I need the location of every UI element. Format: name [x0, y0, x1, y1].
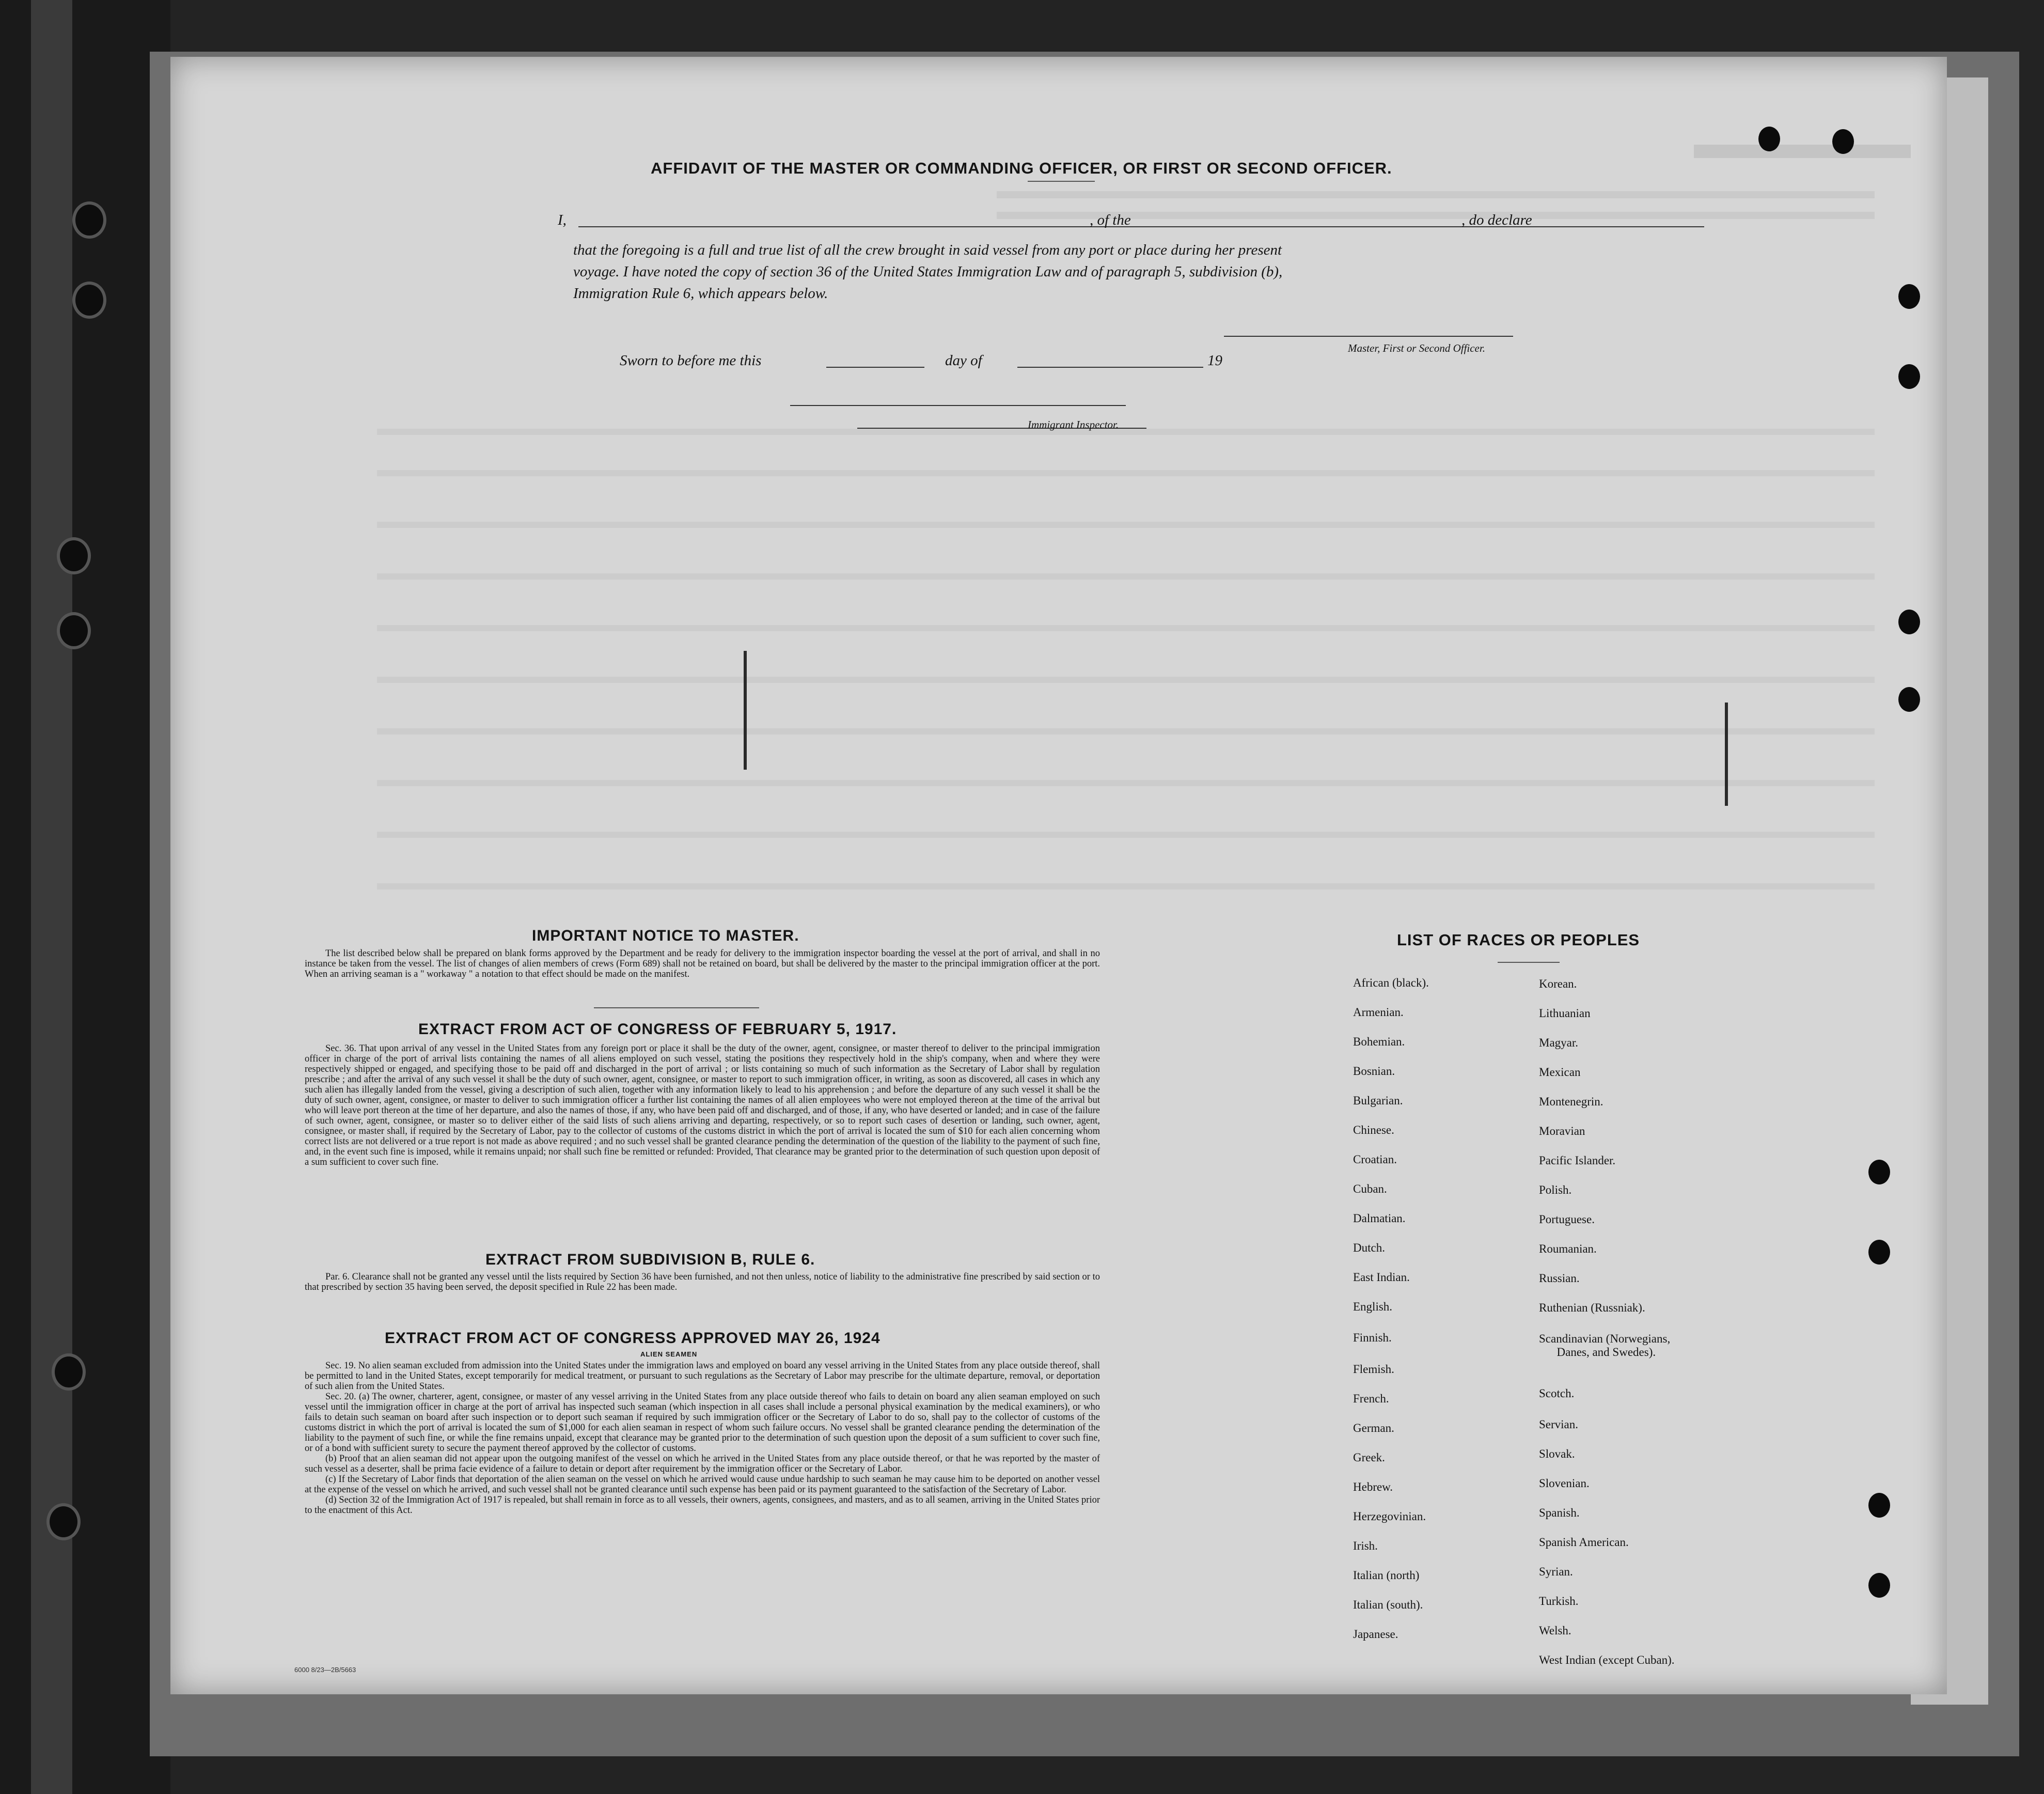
- race-item: Slovak.: [1539, 1447, 1575, 1460]
- race-item: Dalmatian.: [1353, 1212, 1406, 1225]
- race-item: Slovenian.: [1539, 1477, 1590, 1490]
- race-item: Greek.: [1353, 1451, 1385, 1464]
- inspector-signature-line-top: [790, 405, 1126, 406]
- punch-hole: [1898, 610, 1920, 634]
- race-item: English.: [1353, 1300, 1393, 1313]
- race-item: Japanese.: [1353, 1628, 1398, 1641]
- race-item: Lithuanian: [1539, 1007, 1591, 1020]
- race-item: Croatian.: [1353, 1153, 1397, 1166]
- race-item: Montenegrin.: [1539, 1095, 1603, 1108]
- races-rule: [1498, 962, 1560, 963]
- day-of-label: day of: [945, 352, 982, 369]
- vessel-blank-line[interactable]: [1146, 226, 1704, 227]
- extract-1924-subtitle: ALIEN SEAMEN: [640, 1350, 698, 1358]
- year-label: 19: [1207, 352, 1222, 369]
- race-item: Russian.: [1539, 1272, 1580, 1285]
- title-rule: [1028, 181, 1095, 182]
- affidavit-do-declare: , do declare: [1461, 212, 1532, 228]
- master-signature-line[interactable]: [1224, 336, 1513, 337]
- affidavit-line-2: voyage. I have noted the copy of section 36 of the United States Immigration Law and of paragraph 5, subdivision (b),: [573, 263, 1283, 280]
- pen-mark: [744, 651, 747, 770]
- race-item: Italian (south).: [1353, 1598, 1423, 1611]
- binder-hole: [72, 282, 106, 319]
- race-item: Korean.: [1539, 977, 1577, 990]
- race-item: Chinese.: [1353, 1124, 1394, 1136]
- race-item: Portuguese.: [1539, 1213, 1595, 1226]
- punch-hole: [1868, 1493, 1890, 1518]
- notice-rule: [594, 1007, 759, 1008]
- race-item: Herzegovinian.: [1353, 1510, 1426, 1523]
- races-left-column: [1353, 976, 1560, 1699]
- race-item: French.: [1353, 1392, 1389, 1405]
- punch-hole: [1832, 129, 1854, 154]
- extract-1917-text: Sec. 36. That upon arrival of any vessel in the United States from any foreign port or place it shall be the duty of the owner, agent, consignee, or master thereof to deliver to the principal immigration officer in charge of the port of arrival lists containing the names of all aliens employed on such vessel, stating the positions they respectively hold in the ship's company, when and where they were respectively shipped or engaged, and specifying those to be paid off and discharged in the port of arrival ; or lists containing so much of such information as the Secretary of Labor shall by regulation prescribe ; and after the arrival of any such vessel it shall be the duty of such owner, agent, consignee, or master to report to such immigration officer, in writing, as soon as discovered, all cases in which any such alien has illegally landed from the vessel, giving a description of such alien, together with any information likely to lead to his apprehension ; and before the departure of any such vessel it shall be the duty of such owner, agent, consignee, or master to deliver to such immigration officer a further list containing the names of all alien employees who were not employed thereon at the time of the arrival but who will leave port thereon at the time of her departure, and also the names of those, if any, who have been paid off and discharged, and of those, if any, who have deserted or landed; and in case of the failure of such owner, agent, consignee, or master so to deliver either of the said lists of such aliens arriving and departing, respectively, or so to report such cases of desertion or landing, such owner, agent, consignee, or master shall, if required by the Secretary of Labor, pay to the collector of customs of the customs district in which the port of arrival is located the sum of $10 for each alien concerning whom correct lists are not delivered or a true report is not made as above required ; and no such vessel shall be granted clearance pending the determination of the question of the liability to the payment of such fine, and, in the event such fine is imposed, while it remains unpaid; nor shall such fine be remitted or refunded: Provided, That clearance may be granted prior to the determination of such question upon deposit of a sum sufficient to cover such fine.: [305, 1043, 1100, 1167]
- extract-1924-sec20a: Sec. 20. (a) The owner, charterer, agent, consignee, or master of any vessel arriving in the United States from any place outside thereof who fails to detain on board any alien seaman employed on such vessel until the immigration officer in charge at the port of arrival has inspected such seaman (which inspection in all cases shall include a personal physical examination by the medical examiners), or who fails to detain such seaman on board after such inspection or to deport such seaman if required by such immigration officer or the Secretary of Labor to do so, shall pay to the collector of customs of the customs district in which the port of arrival is located the sum of $1,000 for each alien seaman in respect of whom such failure occurs. No vessel shall be granted clearance pending the determination of the liability to the payment of such fine, or while the fine remains unpaid, except that clearance may be granted prior to the determination of such question upon the deposit of a sum sufficient to cover such fine, or of a bond with sufficient surety to secure the payment thereof approved by the collector of customs.: [305, 1392, 1100, 1454]
- affidavit-i-label: I,: [558, 212, 567, 228]
- sworn-month-line[interactable]: [1017, 367, 1203, 368]
- race-item: West Indian (except Cuban).: [1539, 1653, 1675, 1666]
- affidavit-line-3: Immigration Rule 6, which appears below.: [573, 285, 828, 302]
- race-item: Bulgarian.: [1353, 1094, 1403, 1107]
- binder-background: [0, 0, 170, 1794]
- extract-1917-title: EXTRACT FROM ACT OF CONGRESS OF FEBRUARY 5, 1917.: [418, 1021, 897, 1038]
- master-label: Master, First or Second Officer.: [1348, 342, 1485, 354]
- sworn-day-line[interactable]: [826, 367, 924, 368]
- race-item: Spanish American.: [1539, 1536, 1629, 1549]
- binder-hole: [72, 201, 106, 239]
- race-item: Dutch.: [1353, 1241, 1385, 1254]
- race-item: Welsh.: [1539, 1624, 1571, 1637]
- affidavit-title: AFFIDAVIT OF THE MASTER OR COMMANDING OFFICER, OR FIRST OR SECOND OFFICER.: [651, 159, 1392, 177]
- inspector-label: Immigrant Inspector.: [1028, 418, 1119, 431]
- race-item: Italian (north): [1353, 1569, 1420, 1582]
- race-item: Bohemian.: [1353, 1035, 1405, 1048]
- race-item: Servian.: [1539, 1418, 1579, 1431]
- extract-1924-sec20c: (c) If the Secretary of Labor finds that deportation of the alien seaman on the vessel on which he arrived would cause undue hardship to such seaman he may cause him to be deported on another vessel at the expense of the vessel on which he arrived, and such vessel shall not be granted clearance until such expense has been paid or its payment guaranteed to the satisfaction of the Secretary of Labor.: [305, 1474, 1100, 1495]
- race-item: Spanish.: [1539, 1506, 1580, 1519]
- pen-mark: [1725, 703, 1728, 806]
- race-item: East Indian.: [1353, 1271, 1410, 1284]
- punch-hole: [1758, 127, 1780, 151]
- punch-hole: [1898, 364, 1920, 389]
- binder-hole: [57, 537, 91, 574]
- punch-hole: [1868, 1240, 1890, 1265]
- race-item: Polish.: [1539, 1183, 1572, 1196]
- extract-1924-sec20d: (d) Section 32 of the Immigration Act of 1917 is repealed, but shall remain in force as to all vessels, their owners, agents, consignees, and masters, and as to all seamen, arriving in the United States prior to the enactment of this Act.: [305, 1495, 1100, 1516]
- races-right-column: [1539, 977, 1849, 1701]
- binder-hole: [52, 1353, 86, 1391]
- extract-rule6-text: Par. 6. Clearance shall not be granted any vessel until the lists required by Section 36 have been furnished, and not then unless, notice of liability to the administrative fine prescribed by said section or to that prescribed by section 35 having been served, the deposit specified in Rule 22 has been made.: [305, 1272, 1100, 1292]
- race-item: Flemish.: [1353, 1363, 1394, 1376]
- binder-hole: [46, 1503, 81, 1540]
- punch-hole: [1868, 1160, 1890, 1184]
- notice-text: The list described below shall be prepared on blank forms approved by the Department and be ready for delivery to the immigration inspector boarding the vessel at the port of arrival, and shall in no instance be taken from the vessel. The list of changes of alien members of crews (Form 689) shall not be retained on board, but shall be delivered by the master to the principal immigration officer at the port. When an arriving seaman is a " workaway " a notation to that effect should be made on the manifest.: [305, 948, 1100, 979]
- extract-1924-body: [305, 1361, 1100, 1516]
- binder-hole: [57, 612, 91, 649]
- extract-rule6-title: EXTRACT FROM SUBDIVISION B, RULE 6.: [485, 1251, 815, 1268]
- race-item: Irish.: [1353, 1539, 1378, 1552]
- races-title: LIST OF RACES OR PEOPLES: [1397, 931, 1640, 949]
- race-item: Armenian.: [1353, 1006, 1404, 1019]
- affidavit-line-1: that the foregoing is a full and true list of all the crew brought in said vessel from any port or place during her present: [573, 242, 1282, 258]
- race-item: Scandinavian (Norwegians, Danes, and Swedes).: [1539, 1332, 1671, 1359]
- extract-1924-sec20b: (b) Proof that an alien seaman did not appear upon the outgoing manifest of the vessel on which he arrived in the United States from any place outside thereof, or that he was reported by the master of such vessel as a deserter, shall be prima facie evidence of a failure to detain or deport after requirement by the immigration officer or the Secretary of Labor.: [305, 1454, 1100, 1474]
- punch-hole: [1898, 687, 1920, 712]
- notice-title: IMPORTANT NOTICE TO MASTER.: [532, 927, 799, 944]
- sworn-label: Sworn to before me this: [620, 352, 762, 369]
- race-item: African (black).: [1353, 976, 1429, 989]
- race-item: Scotch.: [1539, 1387, 1575, 1400]
- punch-hole: [1868, 1573, 1890, 1598]
- race-item: Mexican: [1539, 1066, 1581, 1079]
- race-item: German.: [1353, 1422, 1394, 1434]
- race-item: Cuban.: [1353, 1182, 1387, 1195]
- form-footer-code: 6000 8/23—2B/5663: [294, 1666, 356, 1674]
- race-item: Hebrew.: [1353, 1480, 1393, 1493]
- race-item: Roumanian.: [1539, 1242, 1597, 1255]
- race-item: Ruthenian (Russniak).: [1539, 1301, 1645, 1314]
- race-item: Bosnian.: [1353, 1065, 1395, 1078]
- race-item: Magyar.: [1539, 1036, 1579, 1049]
- document-sheet: [170, 57, 1947, 1694]
- race-item: Turkish.: [1539, 1595, 1579, 1608]
- race-item: Syrian.: [1539, 1565, 1573, 1578]
- race-item: Finnish.: [1353, 1331, 1392, 1344]
- extract-1924-sec19: Sec. 19. No alien seaman excluded from admission into the United States under the immigration laws and employed on board any vessel arriving in the United States from any place outside thereof, shall be permitted to land in the United States, except temporarily for medical treatment, or pursuant to such regulations as the Secretary of Labor may prescribe for the ultimate departure, removal, or deportation of such alien from the United States.: [305, 1361, 1100, 1392]
- race-item: Pacific Islander.: [1539, 1154, 1616, 1167]
- extract-1924-title: EXTRACT FROM ACT OF CONGRESS APPROVED MAY 26, 1924: [385, 1330, 881, 1347]
- punch-hole: [1898, 284, 1920, 309]
- affidavit-of-the-label: , of the: [1090, 212, 1131, 228]
- race-item: Moravian: [1539, 1125, 1585, 1137]
